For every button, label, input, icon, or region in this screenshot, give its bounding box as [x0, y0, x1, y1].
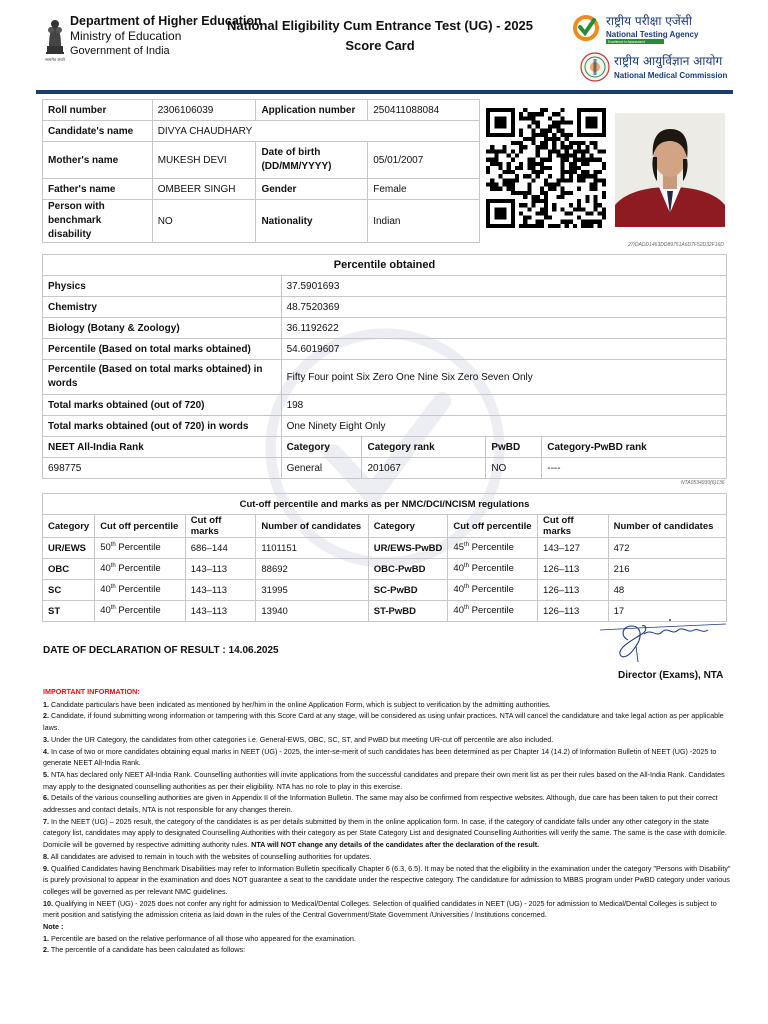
- info-item-text: Details of the various counselling authorities are given in Appendix II of the Information Bulletin. The same may also be confirmed from respective websites. Although, due care has been taken to put their correct addresses and contact details, NTA is not responsible for any changes therein.: [43, 793, 718, 815]
- roll-number-value: 2306106039: [152, 100, 256, 121]
- category-value: General: [281, 458, 362, 479]
- total-percentile-label: Percentile (Based on total marks obtained): [43, 339, 282, 360]
- nta-english-name: National Testing Agency: [606, 30, 699, 39]
- cutoff-cell: 143–113: [185, 559, 256, 580]
- info-item: [43, 933, 733, 945]
- table-row: [43, 580, 727, 601]
- table-row: [43, 200, 480, 243]
- info-item-text: In case of two or more candidates obtaining equal marks in NEET (UG) - 2025, the inter-se-merit of such candidates has been determined as per Chapter 14 (14.2) of Information Bulletin of NEET (UG) -2025 to generate NEET All-India Rank.: [43, 746, 717, 768]
- cutoff-cell: 143–113: [185, 580, 256, 601]
- info-item-number: 4.: [43, 746, 49, 756]
- cutoff-column-headers: [43, 515, 727, 538]
- candidate-name-label: Candidate's name: [43, 121, 153, 142]
- cutoff-table: [42, 493, 727, 622]
- info-item: [43, 710, 733, 733]
- gender-value: Female: [368, 179, 480, 200]
- cutoff-col-header: Cut off marks: [185, 515, 256, 538]
- candidate-details-table: [42, 99, 480, 243]
- category-rank-value: 201067: [362, 458, 486, 479]
- ordinal-suffix: th: [110, 563, 116, 570]
- table-row: [43, 559, 727, 580]
- cutoff-cell: [95, 601, 186, 622]
- cutoff-col-header: Number of candidates: [608, 515, 726, 538]
- category-pwbd-rank-value: ----: [542, 458, 727, 479]
- note-label: Note :: [43, 922, 64, 932]
- percentile-word: Percentile: [118, 605, 161, 617]
- cutoff-cell: 17: [608, 601, 726, 622]
- father-name-value: OMBEER SINGH: [152, 179, 256, 200]
- total-marks-words-value: One Ninety Eight Only: [281, 416, 726, 437]
- declaration-date: DATE OF DECLARATION OF RESULT : 14.06.2025: [43, 645, 279, 656]
- candidate-name-value: DIVYA CHAUDHARY: [152, 121, 479, 142]
- roll-number-label: Roll number: [43, 100, 153, 121]
- cutoff-percentile-number: 40: [100, 605, 111, 617]
- document-title: [200, 16, 560, 56]
- cutoff-cell: [95, 538, 186, 559]
- info-item-text: Candidate, if found submitting wrong information or tampering with this Score Card at any stage, will be considered as using unfair practices. NTA will cancel the candidature and take legal action as per applicable laws.: [43, 711, 724, 733]
- department-name: Department of Higher Education: [70, 14, 262, 28]
- info-item-number: 1.: [43, 933, 49, 943]
- info-item-text: Qualified Candidates having Benchmark Disabilities may refer to Information Bulletin specifically Chapter 6 (6.3, 6.5). It may be noted that the eligibility in the examination under the category "Persons with Disability" is purely provisional to appear in the examination and does NOT guarantee a seat to the candidate under the respective category. The candidature for admission to MBBS program under PwBD category under various colleges will be governed as per relevant NMC guidelines.: [43, 863, 731, 896]
- note-list: [43, 933, 733, 956]
- chemistry-value: 48.7520369: [281, 297, 726, 318]
- cutoff-cell: [448, 559, 538, 580]
- info-item-number: 1.: [43, 699, 49, 709]
- cutoff-cell: 472: [608, 538, 726, 559]
- ashoka-emblem-icon: [44, 16, 66, 62]
- cutoff-cell: [448, 580, 538, 601]
- percentile-word: Percentile: [471, 563, 514, 575]
- table-row: [43, 538, 727, 559]
- cutoff-cell: 126–113: [538, 601, 609, 622]
- cutoff-cell: SC-PwBD: [368, 580, 448, 601]
- cutoff-cell: 143–113: [185, 601, 256, 622]
- info-item: [43, 746, 733, 769]
- percentile-word: Percentile: [471, 605, 514, 617]
- category-header: Category: [281, 437, 362, 458]
- cutoff-cell: [95, 559, 186, 580]
- cutoff-col-header: Cut off percentile: [448, 515, 538, 538]
- info-item-number: 6.: [43, 793, 49, 803]
- important-list: [43, 699, 733, 921]
- title-line1: National Eligibility Cum Entrance Test (UG) - 2025: [226, 18, 534, 33]
- info-item: [43, 816, 733, 851]
- nationality-value: Indian: [368, 200, 480, 243]
- nta-logo: [572, 10, 762, 46]
- chemistry-label: Chemistry: [43, 297, 282, 318]
- percentile-word: Percentile: [118, 542, 161, 554]
- header-rule: [36, 90, 733, 94]
- header: [0, 0, 768, 92]
- photo-code: 27/DADD1463DD89751A6D7F52D32F16D: [628, 242, 724, 248]
- info-item-number: 10.: [43, 898, 53, 908]
- title-line2: Score Card: [345, 38, 415, 53]
- percentile-heading: Percentile obtained: [43, 255, 727, 276]
- cutoff-cell: ST-PwBD: [368, 601, 448, 622]
- physics-value: 37.5901693: [281, 276, 726, 297]
- mother-name-label: Mother's name: [43, 142, 153, 179]
- table-row: [43, 297, 727, 318]
- table-row: [43, 360, 727, 395]
- total-marks-words-label: Total marks obtained (out of 720) in words: [43, 416, 282, 437]
- table-row: [43, 100, 480, 121]
- dob-label: Date of birth (DD/MM/YYYY): [256, 142, 368, 179]
- percentile-word: Percentile: [118, 563, 161, 575]
- cutoff-cell: [95, 580, 186, 601]
- government-name: Government of India: [70, 45, 170, 57]
- pwd-value: NO: [152, 200, 256, 243]
- cutoff-cell: 31995: [256, 580, 368, 601]
- cutoff-percentile-number: 40: [453, 563, 464, 575]
- info-item: [43, 792, 733, 815]
- info-item-text: NTA has declared only NEET All-India Rank. Counselling authorities will invite applications from the successful candidates and prepare their own merit list as per their rules based on the All-India Rank. Candidates may apply to the designated counselling authorities as per their eligibility. NTA has no role to play in this exercise.: [43, 769, 725, 791]
- ordinal-suffix: th: [464, 563, 470, 570]
- pwbd-header: PwBD: [486, 437, 542, 458]
- ordinal-suffix: th: [464, 542, 470, 549]
- gender-label: Gender: [256, 179, 368, 200]
- info-item-number: 8.: [43, 851, 49, 861]
- nta-hindi-name: राष्ट्रीय परीक्षा एजेंसी: [606, 14, 693, 28]
- cutoff-col-header: Category: [43, 515, 95, 538]
- info-item: [43, 944, 733, 956]
- cutoff-cell: SC: [43, 580, 95, 601]
- info-item-number: 7.: [43, 816, 49, 826]
- cutoff-cell: 126–113: [538, 580, 609, 601]
- application-number-value: 250411088084: [368, 100, 480, 121]
- info-item-number: 2.: [43, 945, 49, 955]
- all-india-rank-value: 698775: [43, 458, 282, 479]
- table-row: [43, 121, 480, 142]
- percentile-words-label: Percentile (Based on total marks obtained) in words: [43, 360, 282, 395]
- percentile-word: Percentile: [118, 584, 161, 596]
- table-row: [43, 416, 727, 437]
- table-row: [43, 318, 727, 339]
- candidate-photo: [615, 113, 725, 227]
- cutoff-percentile-number: 45: [453, 542, 464, 554]
- mother-name-value: MUKESH DEVI: [152, 142, 256, 179]
- info-item-number: 5.: [43, 769, 49, 779]
- cutoff-heading: Cut-off percentile and marks as per NMC/DCI/NCISM regulations: [43, 494, 727, 515]
- biology-value: 36.1192622: [281, 318, 726, 339]
- info-item: [43, 898, 733, 921]
- director-signature: [598, 616, 728, 664]
- category-pwbd-rank-header: Category-PwBD rank: [542, 437, 727, 458]
- pwd-label: Person with benchmark disability: [43, 200, 153, 243]
- cutoff-percentile-number: 40: [100, 584, 111, 596]
- nta-tagline: Excellence in Assessment: [608, 40, 645, 44]
- percentile-word: Percentile: [471, 542, 514, 554]
- cutoff-cell: 1101151: [256, 538, 368, 559]
- director-title: Director (Exams), NTA: [618, 670, 724, 681]
- nationality-label: Nationality: [256, 200, 368, 243]
- percentile-word: Percentile: [471, 584, 514, 596]
- cutoff-percentile-number: 50: [100, 542, 111, 554]
- info-item-text: All candidates are advised to remain in touch with the websites of counselling authorities for updates.: [50, 851, 372, 861]
- info-item-bold-text: NTA will NOT change any details of the candidates after the declaration of the result.: [251, 840, 540, 850]
- pwbd-value: NO: [486, 458, 542, 479]
- category-rank-header: Category rank: [362, 437, 486, 458]
- cutoff-cell: ST: [43, 601, 95, 622]
- cutoff-cell: 88692: [256, 559, 368, 580]
- ordinal-suffix: th: [464, 605, 470, 612]
- table-row: [43, 142, 480, 179]
- percentile-footer-code: NTA0534930(6)136: [681, 480, 725, 486]
- rank-header: NEET All-India Rank: [43, 437, 282, 458]
- info-item-text: In the NEET (UG) – 2025 result, the category of the candidates is as per details submitted by them in the online application form. In case, if the category of candidate falls under any other category in the state category list, candidates may apply to designated Counselling Authorities with their category as per State Category List and designated Counselling Authorities will verify the same. The same is the case with domicile. Domicile will be governed by respective admitting authority rules.: [43, 816, 727, 850]
- nmc-logo: [580, 50, 768, 84]
- cutoff-cell: 143–127: [538, 538, 609, 559]
- father-name-label: Father's name: [43, 179, 153, 200]
- cutoff-percentile-number: 40: [453, 605, 464, 617]
- cutoff-col-header: Cut off marks: [538, 515, 609, 538]
- table-row: [43, 339, 727, 360]
- info-item: [43, 699, 733, 711]
- cutoff-cell: [448, 601, 538, 622]
- ordinal-suffix: th: [464, 584, 470, 591]
- table-row: [43, 179, 480, 200]
- nmc-hindi-name: राष्ट्रीय आयुर्विज्ञान आयोग: [614, 54, 723, 68]
- cutoff-cell: OBC-PwBD: [368, 559, 448, 580]
- cutoff-cell: 13940: [256, 601, 368, 622]
- total-marks-value: 198: [281, 395, 726, 416]
- cutoff-col-header: Number of candidates: [256, 515, 368, 538]
- table-row: [43, 255, 727, 276]
- cutoff-percentile-number: 40: [100, 563, 111, 575]
- cutoff-cell: UR/EWS: [43, 538, 95, 559]
- cutoff-cell: 686–144: [185, 538, 256, 559]
- nmc-english-name: National Medical Commission: [614, 71, 728, 80]
- ordinal-suffix: th: [110, 542, 116, 549]
- cutoff-cell: 48: [608, 580, 726, 601]
- info-item-text: Under the UR Category, the candidates from other categories i.e. General-EWS, OBC, SC, ST, and PwBD but meeting UR-cut off percentile are also included.: [51, 734, 554, 744]
- cutoff-cell: UR/EWS-PwBD: [368, 538, 448, 559]
- info-item-number: 2.: [43, 711, 49, 721]
- cutoff-cell: [448, 538, 538, 559]
- info-item: [43, 769, 733, 792]
- ministry-name: Ministry of Education: [70, 29, 182, 43]
- info-item-text: The percentile of a candidate has been calculated as follows:: [50, 945, 246, 955]
- qr-code-icon: [486, 106, 606, 230]
- cutoff-percentile-number: 40: [453, 584, 464, 596]
- table-row: [43, 437, 727, 458]
- cutoff-col-header: Cut off percentile: [95, 515, 186, 538]
- physics-label: Physics: [43, 276, 282, 297]
- ordinal-suffix: th: [110, 605, 116, 612]
- cutoff-rows: [43, 538, 727, 622]
- cutoff-cell: 216: [608, 559, 726, 580]
- info-item-text: Percentile are based on the relative performance of all those who appeared for the examination.: [51, 933, 356, 943]
- ordinal-suffix: th: [110, 584, 116, 591]
- cutoff-cell: OBC: [43, 559, 95, 580]
- important-heading: IMPORTANT INFORMATION:: [43, 687, 140, 696]
- application-number-label: Application number: [256, 100, 368, 121]
- total-marks-label: Total marks obtained (out of 720): [43, 395, 282, 416]
- cutoff-cell: 126–113: [538, 559, 609, 580]
- table-row: [43, 458, 727, 479]
- info-item-number: 3.: [43, 734, 49, 744]
- info-item: [43, 851, 733, 863]
- total-percentile-value: 54.6019607: [281, 339, 726, 360]
- info-item: [43, 734, 733, 746]
- info-item-text: Qualifying in NEET (UG) - 2025 does not confer any right for admission to Medical/Dental Colleges. Selection of qualified candidates in NEET (UG) - 2025 for admission to Medical/Dental Colleges is subject to merit position and satisfying the admission criteria as laid down in the rules of the Central Government/State Government /Universities / Institutions concerned.: [43, 898, 717, 920]
- info-item-number: 9.: [43, 863, 49, 873]
- cutoff-col-header: Category: [368, 515, 448, 538]
- biology-label: Biology (Botany & Zoology): [43, 318, 282, 339]
- table-row: [43, 276, 727, 297]
- table-row: [43, 395, 727, 416]
- percentile-words-value: Fifty Four point Six Zero One Nine Six Zero Seven Only: [281, 360, 726, 395]
- info-item: [43, 863, 733, 898]
- emblem-caption: सत्यमेव जयते: [45, 57, 65, 62]
- dob-value: 05/01/2007: [368, 142, 480, 179]
- percentile-table: [42, 254, 727, 479]
- important-information: [43, 686, 733, 956]
- table-row: [43, 494, 727, 515]
- info-item-text: Candidate particulars have been indicated as mentioned by her/him in the online Application Form, which is subject to verification by the admitting authorities.: [51, 699, 551, 709]
